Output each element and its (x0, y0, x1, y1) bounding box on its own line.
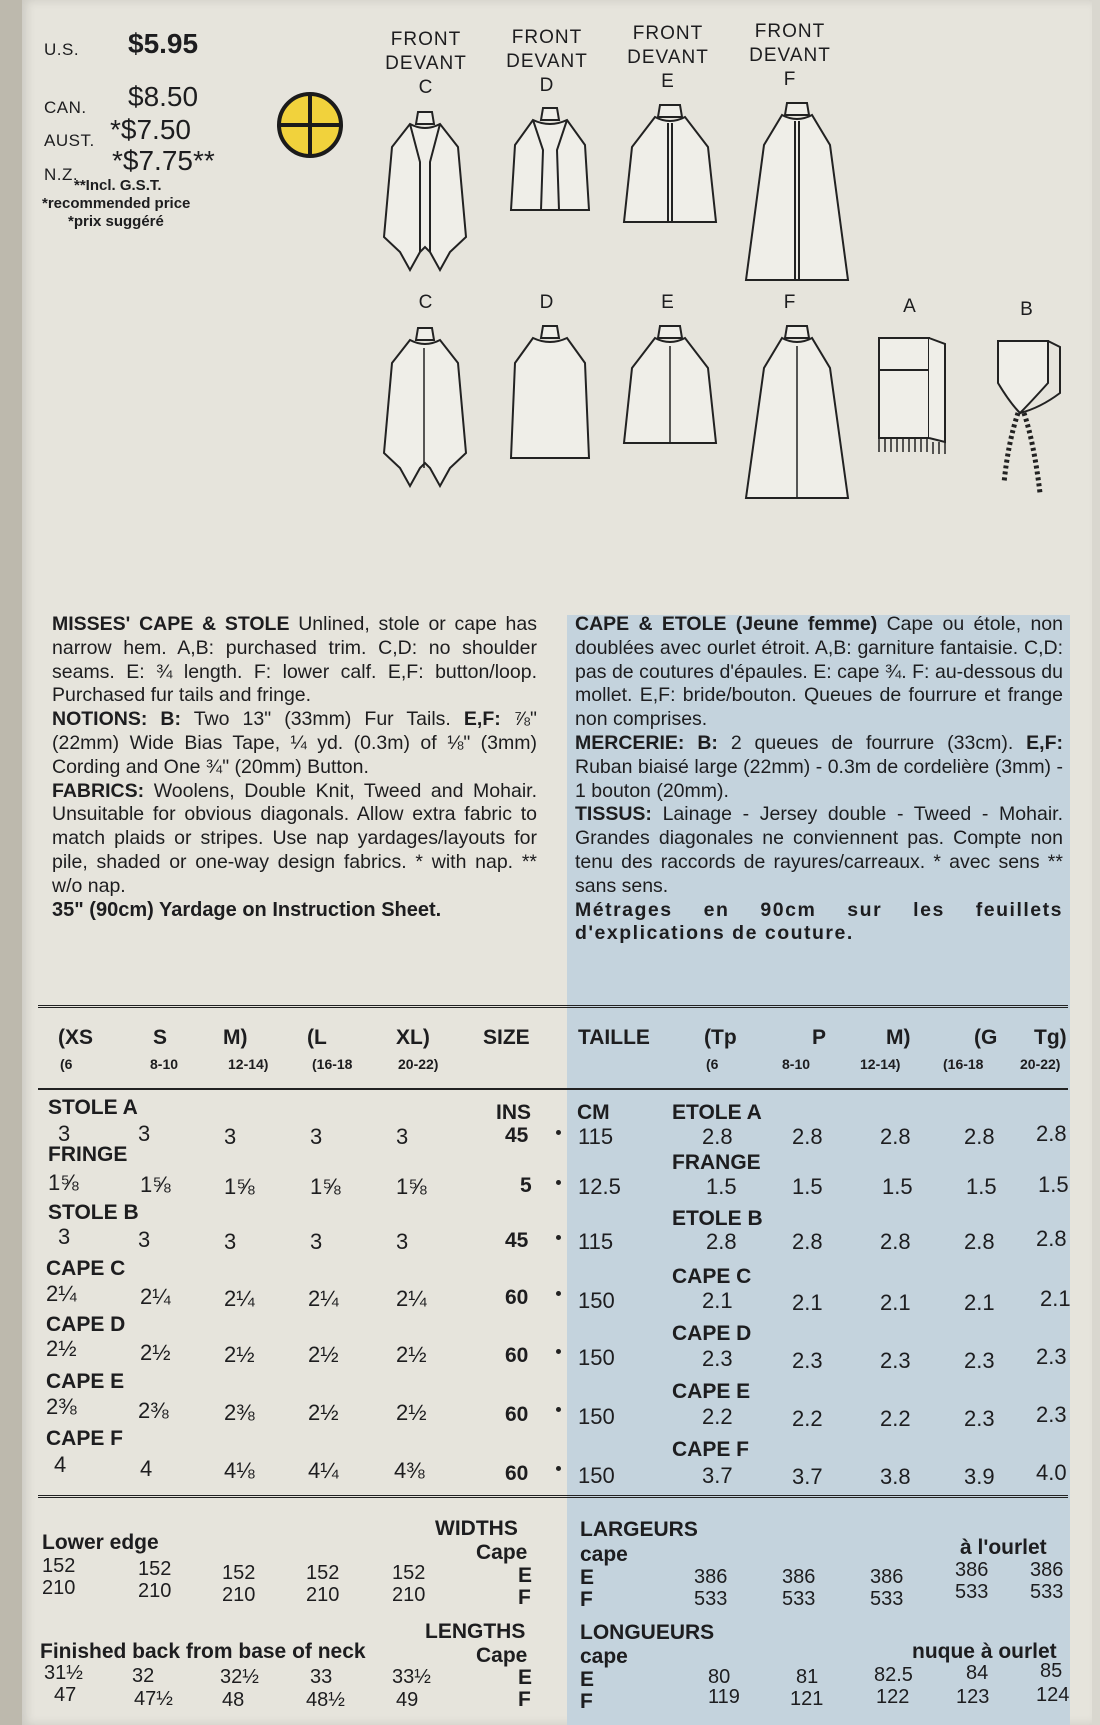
width-cell: 210 (306, 1584, 340, 1606)
largeur-cell: 533 (870, 1588, 904, 1610)
metrage-cell: 4.0 (1036, 1460, 1067, 1485)
front-label-d: FRONT DEVANT D (506, 27, 588, 96)
yardage-cell: 2½ (396, 1342, 427, 1367)
metrage-cell: 2.8 (1036, 1121, 1067, 1146)
description-french: CAPE & ETOLE (Jeune femme) Cape ou étole, non doublées avec ourlet étroit. A,B: garniture fantaisie. C,D: pas de coutures d'épaules. E: cape ¾. F: au-dessous du mollet. E,F: bride/bouton. Queues de fourrure et frange non comprises. MERCERIE: B: 2 queues de fourrure (33cm). E,F: Ruban biaisé large (22mm) - 0.3m de cordelière (3mm) - 1 bouton (20mm). TISSUS: Lainage - Jersey double - Tweed - Mohair. Grandes diagonales ne conviennent pas. Compte non tenu des raccords de rayures/carreaux. * avec sens ** sans sens. Métrages en 90cm sur les feuillets d'explications de couture. (575, 613, 1064, 945)
separator-dot (556, 1130, 561, 1135)
metrage-cell: 2.8 (1036, 1226, 1067, 1251)
front-cape-d-illustration (505, 100, 595, 220)
yardage-cell: 4⅜ (394, 1458, 425, 1483)
metrage-cell: 3.7 (702, 1463, 733, 1488)
row-label-stole-a: STOLE A (48, 1096, 138, 1119)
back-label-c: C (418, 292, 434, 313)
ins-label: INS (496, 1101, 532, 1124)
size-header-s: S (153, 1026, 168, 1049)
yardage-cell: 2¼ (224, 1286, 255, 1311)
size-range: 12-14) (228, 1056, 269, 1072)
largeur-cell: 386 (782, 1566, 816, 1588)
yardage-cell: 1⅝ (224, 1174, 255, 1199)
longueur-view-f: F (580, 1690, 593, 1713)
cm-cell: 115 (578, 1124, 614, 1149)
metrage-cell: 2.8 (880, 1124, 911, 1149)
taille-header-g: (G (974, 1026, 998, 1049)
largeur-cell: 533 (955, 1581, 989, 1603)
separator-dot (556, 1291, 561, 1296)
metrage-cell: 2.8 (792, 1124, 823, 1149)
metrage-cell: 2.8 (792, 1229, 823, 1254)
metrage-cell: 2.3 (964, 1348, 995, 1373)
row-label-cape-d-fr: CAPE D (672, 1322, 752, 1345)
longueur-cell: 123 (956, 1686, 990, 1708)
cm-cell: 115 (578, 1229, 614, 1254)
yardage-cell: 2⅜ (224, 1400, 255, 1425)
front-cape-f-illustration (742, 95, 852, 285)
metrage-cell: 3.7 (792, 1464, 823, 1489)
front-label-e: FRONT DEVANT E (627, 23, 709, 92)
yardage-cell: 2⅜ (138, 1398, 169, 1423)
length-cell: 49 (396, 1689, 419, 1711)
metrage-cell: 2.3 (880, 1348, 911, 1373)
back-cape-d-illustration (505, 318, 595, 468)
metrage-cell: 2.8 (964, 1124, 995, 1149)
length-cell: 32 (132, 1665, 155, 1687)
price-country: N.Z. (44, 165, 79, 184)
yardage-cell: 2¼ (140, 1284, 171, 1309)
largeur-cell: 533 (782, 1588, 816, 1610)
size-header-m: M) (223, 1026, 248, 1049)
yardage-cell: 3 (138, 1227, 151, 1252)
description-english: MISSES' CAPE & STOLE Unlined, stole or cape has narrow hem. A,B: purchased trim. C,D: no shoulder seams. E: ¾ length. F: lower calf. E,F: button/loop. Purchased fur tails and fringe. NOTIONS: B: Two 13" (33mm) Fur Tails. E,F: ⅞" (22mm) Wide Bias Tape, ¼ yd. (0.3m) of ⅛" (3mm) Cording and One ¾" (20mm) Button. FABRICS: Woolens, Double Knit, Tweed and Mohair. Unsuitable for obvious diagonals. Allow extra fabric to match plaids or stripes. Use nap yardages/layouts for pile, shaded or one-way design fabrics. * with nap. ** w/o nap. 35" (90cm) Yardage on Instruction Sheet. (52, 613, 538, 921)
taille-header-p: P (812, 1026, 827, 1049)
longueur-cell: 122 (876, 1686, 910, 1708)
back-cape-c-illustration (380, 318, 470, 488)
ins-cell: 45 (505, 1229, 529, 1252)
widths-rule (38, 1495, 1068, 1502)
yardage-cell: 1⅝ (310, 1174, 341, 1199)
cm-cell: 150 (578, 1345, 615, 1370)
metrage-cell: 3.9 (964, 1464, 995, 1489)
metrage-cell: 2.8 (880, 1229, 911, 1254)
width-cell: 210 (222, 1584, 256, 1606)
longueurs-cape-label: cape (580, 1645, 628, 1668)
ins-cell: 60 (505, 1344, 529, 1367)
widths-cape-label: Cape (476, 1541, 528, 1564)
taille-header-m: M) (886, 1026, 911, 1049)
yardage-cell: 2¼ (396, 1286, 427, 1311)
metrage-cell: 2.1 (1040, 1286, 1071, 1311)
envelope-edge (0, 0, 22, 1725)
taille-header-tg: Tg) (1034, 1026, 1067, 1049)
longueur-cell: 80 (708, 1666, 731, 1688)
metrage-cell: 1.5 (1038, 1172, 1069, 1197)
longueur-view-e: E (580, 1668, 595, 1691)
separator-dot (556, 1407, 561, 1412)
taille-range: (6 (706, 1056, 719, 1072)
lengths-title: LENGTHS (425, 1620, 526, 1643)
taille-range: 12-14) (860, 1056, 901, 1072)
row-label-cape-e-fr: CAPE E (672, 1380, 751, 1403)
yardage-cell: 4¼ (308, 1458, 339, 1483)
length-view-e: E (518, 1666, 533, 1689)
row-label-cape-e: CAPE E (46, 1370, 125, 1393)
largeur-view-e: E (580, 1566, 595, 1589)
metrage-cell: 1.5 (706, 1174, 737, 1199)
length-cell: 31½ (44, 1662, 83, 1684)
size-range: 20-22) (398, 1056, 439, 1072)
ins-cell: 60 (505, 1286, 529, 1309)
price-us (44, 28, 199, 60)
price-value: $5.95 (128, 28, 199, 59)
size-header-l: (L (307, 1026, 327, 1049)
longueur-cell: 121 (790, 1688, 824, 1710)
price-country: AUST. (44, 131, 95, 150)
price-can (44, 81, 199, 118)
size-header-xl: XL) (396, 1026, 430, 1049)
ins-cell: 45 (505, 1124, 529, 1147)
ins-cell: 60 (505, 1462, 529, 1485)
longueur-cell: 82.5 (874, 1664, 913, 1686)
prix-suggere-note: *prix suggéré (68, 213, 164, 230)
metrage-cell: 2.3 (1036, 1402, 1067, 1427)
metrage-cell: 2.2 (880, 1406, 911, 1431)
row-label-cape-c: CAPE C (46, 1257, 126, 1280)
longueur-cell: 119 (708, 1686, 740, 1708)
width-cell: 152 (306, 1562, 340, 1584)
taille-range: 8-10 (782, 1056, 811, 1072)
metrage-cell: 1.5 (966, 1174, 997, 1199)
length-cell: 32½ (220, 1666, 259, 1688)
ins-cell: 5 (520, 1174, 532, 1197)
gst-note: **Incl. G.S.T. (74, 177, 162, 194)
largeur-cell: 386 (955, 1559, 989, 1581)
longueur-cell: 84 (966, 1662, 989, 1684)
length-cell: 47½ (134, 1688, 173, 1710)
metrage-cell: 2.8 (702, 1124, 733, 1149)
length-cell: 33½ (392, 1666, 431, 1688)
metrage-cell: 1.5 (882, 1174, 913, 1199)
taille-header-tp: (Tp (704, 1026, 737, 1049)
yardage-cell: 3 (224, 1124, 237, 1149)
view-label-b: B (1020, 299, 1034, 320)
pattern-difficulty-symbol (277, 92, 343, 158)
stole-a-illustration (873, 330, 953, 460)
lower-edge-label: Lower edge (42, 1531, 159, 1554)
width-cell: 210 (392, 1584, 426, 1606)
metrage-cell: 3.8 (880, 1464, 911, 1489)
taille-range: 20-22) (1020, 1056, 1061, 1072)
largeur-cell: 386 (1030, 1559, 1064, 1581)
front-cape-c-illustration (380, 102, 470, 272)
price-country: CAN. (44, 98, 87, 117)
metrage-cell: 1.5 (792, 1174, 823, 1199)
width-cell: 152 (138, 1558, 172, 1580)
ins-cell: 60 (505, 1403, 529, 1426)
row-label-cape-f-fr: CAPE F (672, 1438, 750, 1461)
metrage-cell: 2.1 (702, 1288, 733, 1313)
largeur-cell: 533 (694, 1588, 728, 1610)
yardage-cell: 2⅜ (46, 1394, 77, 1419)
back-label-d: D (539, 292, 555, 313)
yardage-cell: 2½ (396, 1400, 427, 1425)
separator-dot (556, 1235, 561, 1240)
row-label-etole-a: ETOLE A (672, 1101, 762, 1124)
row-label-frange: FRANGE (672, 1151, 761, 1174)
row-label-cape-d: CAPE D (46, 1313, 126, 1336)
width-view-f: F (518, 1586, 531, 1609)
size-range: (16-18 (312, 1056, 353, 1072)
metrage-cell: 2.3 (964, 1406, 995, 1431)
metrage-cell: 2.8 (706, 1229, 737, 1254)
size-label: SIZE (483, 1026, 530, 1049)
yardage-cell: 4 (140, 1456, 153, 1481)
yardage-cell: 2½ (140, 1340, 171, 1365)
recommended-price-note: *recommended price (42, 195, 191, 212)
row-label-fringe: FRINGE (48, 1143, 128, 1166)
longueur-cell: 85 (1040, 1660, 1063, 1682)
width-cell: 152 (222, 1562, 256, 1584)
front-cape-e-illustration (620, 97, 720, 227)
size-header-rule (38, 1088, 1068, 1090)
size-range: 8-10 (150, 1056, 179, 1072)
yardage-cell: 2½ (308, 1342, 339, 1367)
metrage-cell: 2.2 (792, 1406, 823, 1431)
largeur-cell: 386 (870, 1566, 904, 1588)
length-cell: 48½ (306, 1689, 345, 1711)
price-country: U.S. (44, 40, 80, 59)
metrage-cell: 2.1 (964, 1290, 995, 1315)
yardage-cell: 3 (224, 1229, 237, 1254)
yardage-cell: 3 (396, 1229, 409, 1254)
metrage-cell: 2.3 (702, 1346, 733, 1371)
widths-title: WIDTHS (435, 1517, 518, 1540)
back-cape-f-illustration (742, 318, 852, 503)
length-view-f: F (518, 1688, 531, 1711)
largeur-cell: 386 (694, 1566, 728, 1588)
yardage-cell: 3 (58, 1121, 71, 1146)
separator-dot (556, 1349, 561, 1354)
cm-cell: 150 (578, 1288, 615, 1313)
row-label-etole-b: ETOLE B (672, 1207, 763, 1230)
yardage-cell: 4⅛ (224, 1458, 255, 1483)
length-cell: 33 (310, 1666, 333, 1688)
front-label-c: FRONT DEVANT C (385, 29, 467, 98)
back-label-e: E (661, 292, 675, 313)
front-label-f: FRONT DEVANT F (749, 21, 831, 90)
metrage-cell: 2.2 (702, 1404, 733, 1429)
yardage-cell: 3 (310, 1229, 323, 1254)
largeurs-title: LARGEURS (580, 1518, 698, 1541)
size-header-xs: (XS (58, 1026, 94, 1049)
metrage-cell: 2.1 (880, 1290, 911, 1315)
separator-dot (556, 1180, 561, 1185)
taille-range: (16-18 (943, 1056, 984, 1072)
chart-top-rule (38, 1005, 1068, 1012)
yardage-cell: 2¼ (46, 1281, 77, 1306)
yardage-cell: 2½ (46, 1336, 77, 1361)
row-label-cape-f: CAPE F (46, 1427, 124, 1450)
yardage-cell: 2½ (224, 1342, 255, 1367)
row-label-stole-b: STOLE B (48, 1201, 139, 1224)
yardage-cell: 3 (58, 1224, 71, 1249)
width-cell: 152 (392, 1562, 426, 1584)
length-cell: 47 (54, 1684, 77, 1706)
nuque-label: nuque à ourlet (912, 1640, 1057, 1663)
price-aust (44, 114, 191, 151)
price-value: $8.50 (128, 81, 199, 112)
yardage-cell: 2½ (308, 1400, 339, 1425)
yardage-cell: 3 (310, 1124, 323, 1149)
yardage-cell: 1⅝ (140, 1172, 171, 1197)
longueur-cell: 81 (796, 1666, 819, 1688)
metrage-cell: 2.3 (1036, 1344, 1067, 1369)
ourlet-label: à l'ourlet (960, 1536, 1047, 1559)
price-value: *$7.75** (112, 145, 215, 176)
metrage-cell: 2.3 (792, 1348, 823, 1373)
width-cell: 210 (138, 1580, 172, 1602)
largeur-view-f: F (580, 1588, 593, 1611)
cm-cell: 150 (578, 1404, 615, 1429)
yardage-cell: 3 (138, 1121, 151, 1146)
price-value: *$7.50 (110, 114, 191, 145)
longueur-cell: 124 (1036, 1684, 1070, 1706)
yardage-cell: 2¼ (308, 1286, 339, 1311)
row-label-cape-c-fr: CAPE C (672, 1265, 752, 1288)
yardage-cell: 1⅝ (396, 1174, 427, 1199)
length-cell: 48 (222, 1689, 245, 1711)
finished-back-label: Finished back from base of neck (40, 1640, 366, 1663)
view-label-a: A (903, 296, 917, 317)
cm-cell: 150 (578, 1463, 615, 1488)
yardage-cell: 1⅝ (48, 1170, 79, 1195)
largeur-cell: 533 (1030, 1581, 1064, 1603)
cm-label: CM (577, 1101, 610, 1124)
cm-cell: 12.5 (578, 1174, 621, 1199)
width-cell: 152 (42, 1555, 76, 1577)
width-cell: 210 (42, 1577, 76, 1599)
largeurs-cape-label: cape (580, 1543, 628, 1566)
lengths-cape-label: Cape (476, 1644, 528, 1667)
separator-dot (556, 1466, 561, 1471)
stole-b-illustration (990, 333, 1070, 503)
back-label-f: F (783, 292, 797, 313)
width-view-e: E (518, 1564, 533, 1587)
yardage-cell: 4 (54, 1452, 67, 1477)
longueurs-title: LONGUEURS (580, 1621, 715, 1644)
metrage-cell: 2.1 (792, 1290, 823, 1315)
metrage-cell: 2.8 (964, 1229, 995, 1254)
price-nz (44, 145, 215, 185)
back-cape-e-illustration (620, 318, 720, 448)
taille-label: TAILLE (578, 1026, 650, 1049)
size-range: (6 (60, 1056, 73, 1072)
yardage-cell: 3 (396, 1124, 409, 1149)
